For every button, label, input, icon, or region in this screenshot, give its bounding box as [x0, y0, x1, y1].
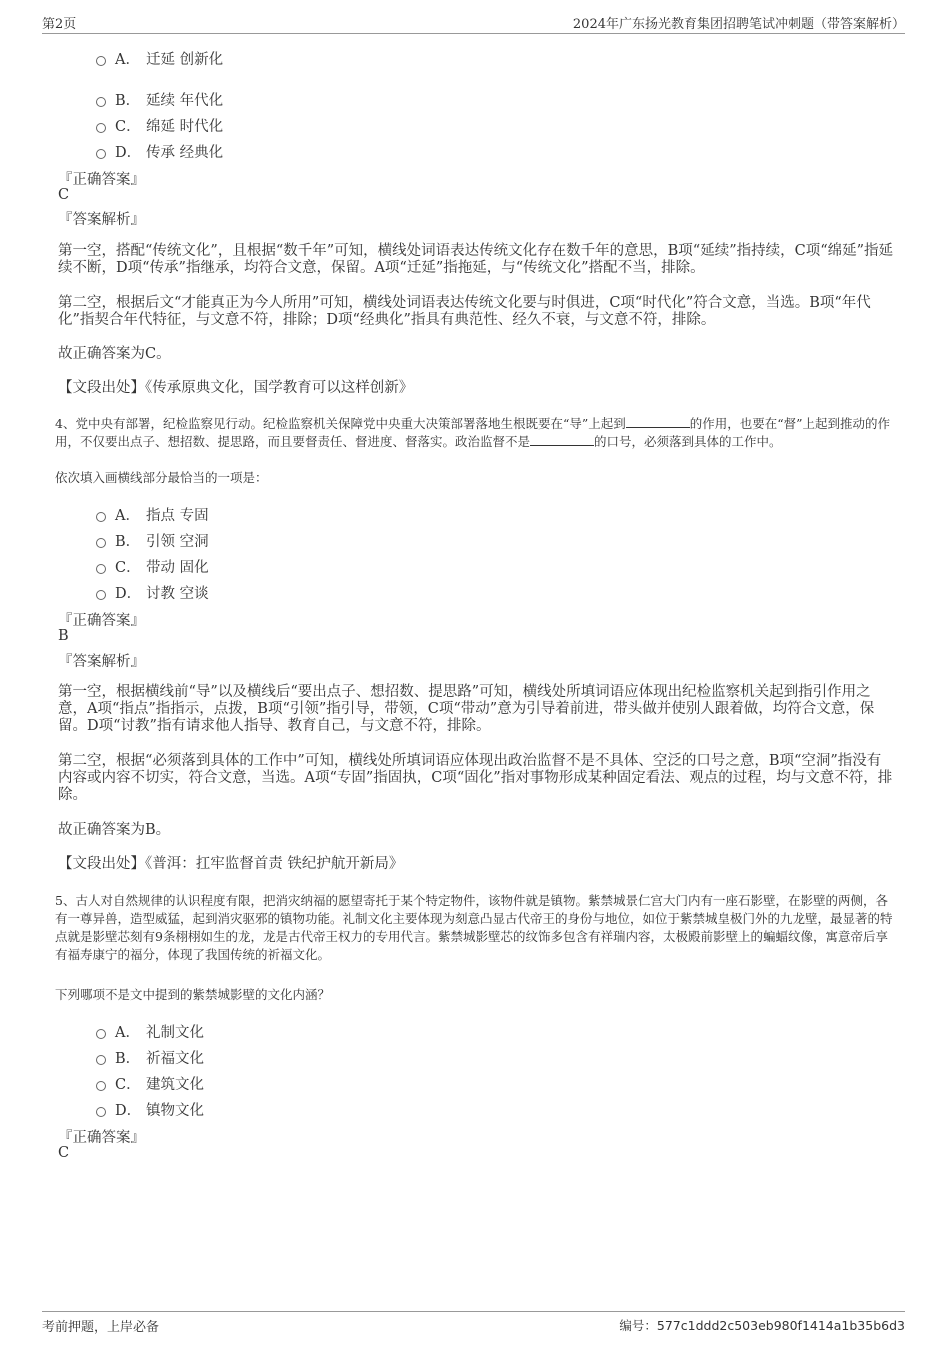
footer-serial: 编号：577c1ddd2c503eb980f1414a1b35b6d3	[619, 1318, 905, 1333]
question-prompt: 依次填入画横线部分最恰当的一项是：	[55, 470, 268, 485]
q4-option-a[interactable]: A． 指点 专固	[96, 504, 209, 525]
answer-label: 『正确答案』	[58, 613, 145, 629]
q4-option-b[interactable]: B． 引领 空洞	[96, 530, 209, 551]
answer-label: 『正确答案』	[58, 1130, 145, 1146]
conclusion: 故正确答案为C。	[58, 346, 171, 362]
radio-icon[interactable]	[96, 1107, 106, 1117]
answer-value: B	[58, 628, 69, 644]
footer-slogan: 考前押题，上岸必备	[42, 1320, 160, 1335]
q3-option-c[interactable]: C． 绵延 时代化	[96, 115, 223, 136]
radio-icon[interactable]	[96, 149, 106, 159]
question-prompt: 下列哪项不是文中提到的紫禁城影壁的文化内涵？	[55, 987, 331, 1002]
answer-value: C	[58, 187, 70, 203]
radio-icon[interactable]	[96, 564, 106, 574]
radio-icon[interactable]	[96, 538, 106, 548]
question-stem: 4、党中央有部署，纪检监察见行动。纪检监察机关保障党中央重大决策部署落地生根既要在“导”上起到 的作用，也要在“督”上起到推动的作用，不仅要出点子、想招数、提思路，而且要督责任、督进度、督落实。政治监督不是 的口号，必须落到具体的工作中。	[55, 416, 891, 449]
answer-value: C	[58, 1145, 70, 1161]
q5-option-d[interactable]: D． 镇物文化	[96, 1099, 204, 1120]
q5-option-c[interactable]: C． 建筑文化	[96, 1073, 204, 1094]
analysis-label: 『答案解析』	[58, 654, 145, 670]
q3-option-d[interactable]: D． 传承 经典化	[96, 141, 223, 162]
q5-option-b[interactable]: B． 祈福文化	[96, 1047, 204, 1068]
analysis-label: 『答案解析』	[58, 212, 145, 228]
q3-option-a[interactable]: A． 迁延 创新化	[96, 48, 223, 69]
document-title: 2024年广东扬光教育集团招聘笔试冲刺题（带答案解析）	[572, 17, 905, 32]
fill-blank	[530, 433, 594, 446]
radio-icon[interactable]	[96, 590, 106, 600]
q4-option-c[interactable]: C． 带动 固化	[96, 556, 209, 577]
analysis-paragraph: 第一空，根据横线前“导”以及横线后“要出点子、想招数、提思路”可知，横线处所填词语应体现出纪检监察机关起到指引作用之意，A项“指点”指指示，点拨，B项“引领”指引导，带领，C项“带动”意为引导着前进，带头做并使别人跟着做，均符合文意，保留。D项“讨教”指有请求他人指导、教育自己，与文意不符，排除。	[58, 684, 875, 734]
question-stem: 5、古人对自然规律的认识程度有限，把消灾纳福的愿望寄托于某个特定物件，该物件就是镇物。紫禁城景仁宫大门内有一座石影壁，在影壁的两侧，各有一尊异兽，造型威猛，起到消灾驱邪的镇物功能。礼制文化主要体现为刻意凸显古代帝王的身份与地位，如位于紫禁城皇极门外的九龙壁，最显著的特点就是影壁芯刻有9条栩栩如生的龙，龙是古代帝王权力的专用代言。紫禁城影壁芯的纹饰多包含有祥瑞内容，太极殿前影壁上的蝙蝠纹像，寓意帝后享有福寿康宁的福分，体现了我国传统的祈福文化。	[55, 893, 893, 962]
q5-option-a[interactable]: A． 礼制文化	[96, 1021, 204, 1042]
radio-icon[interactable]	[96, 512, 106, 522]
radio-icon[interactable]	[96, 56, 106, 66]
q4-option-d[interactable]: D． 讨教 空谈	[96, 582, 209, 603]
radio-icon[interactable]	[96, 1029, 106, 1039]
radio-icon[interactable]	[96, 123, 106, 133]
page-header	[42, 13, 905, 34]
analysis-paragraph: 第二空，根据“必须落到具体的工作中”可知，横线处所填词语应体现出政治监督不是不具体、空泛的口号之意，B项“空洞”指没有内容或内容不切实，符合文意，当选。A项“专固”指固执，C项“固化”指对事物形成某种固定看法、观点的过程，均与文意不符，排除。	[58, 753, 893, 803]
answer-label: 『正确答案』	[58, 172, 145, 188]
radio-icon[interactable]	[96, 97, 106, 107]
page-number: 第2页	[42, 17, 77, 32]
source-citation: 【文段出处】《传承原典文化，国学教育可以这样创新》	[58, 380, 414, 396]
fill-blank	[626, 415, 690, 428]
radio-icon[interactable]	[96, 1081, 106, 1091]
radio-icon[interactable]	[96, 1055, 106, 1065]
analysis-paragraph: 第一空，搭配“传统文化”，且根据“数千年”可知，横线处词语表达传统文化存在数千年的意思，B项“延续”指持续，C项“绵延”指延续不断，D项“传承”指继承，均符合文意，保留。A项“迁延”指拖延，与“传统文化”搭配不当，排除。	[58, 243, 894, 276]
conclusion: 故正确答案为B。	[58, 822, 171, 838]
q3-option-b[interactable]: B． 延续 年代化	[96, 89, 223, 110]
analysis-paragraph: 第二空，根据后文“才能真正为今人所用”可知，横线处词语表达传统文化要与时俱进，C项“时代化”符合文意，当选。B项“年代化”指契合年代特征，与文意不符，排除；D项“经典化”指具有典范性、经久不衰，与文意不符，排除。	[58, 295, 871, 328]
page-footer	[42, 1311, 905, 1335]
source-citation: 【文段出处】《普洱：扛牢监督首责 铁纪护航开新局》	[58, 856, 404, 872]
